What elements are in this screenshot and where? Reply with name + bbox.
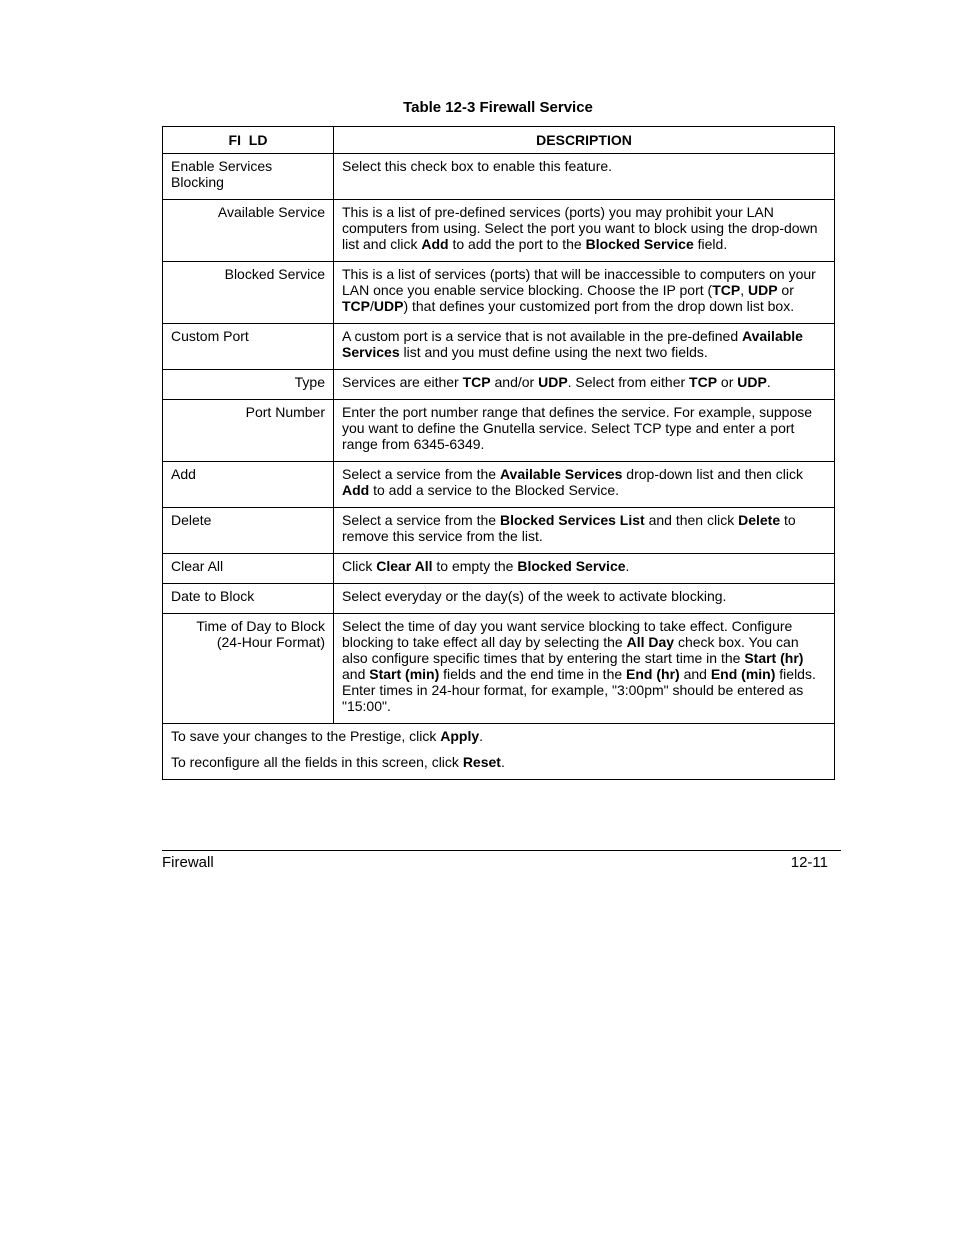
text-run: . — [500, 754, 505, 770]
field-column-header: FI LD — [163, 127, 334, 154]
bold-term: End (hr) — [626, 666, 680, 682]
field-cell: Blocked Service — [163, 262, 334, 324]
bold-term: Start (min) — [369, 666, 440, 682]
text-run: drop-down list and then click — [622, 466, 803, 482]
table-row — [163, 370, 835, 400]
description-cell — [334, 400, 835, 462]
description-column-header: DESCRIPTION — [334, 127, 835, 154]
bold-term: All Day — [626, 634, 675, 650]
text-run: Select a service from the — [342, 512, 500, 528]
text-run: . — [625, 558, 630, 574]
text-run: fields. Enter times in 24-hour format, for example, "3:00pm" should be entered as "15:00". — [342, 666, 816, 714]
bold-term: Blocked Service — [517, 558, 626, 574]
description-cell — [334, 370, 835, 400]
table-row — [163, 324, 835, 370]
bold-term: Add — [421, 236, 449, 252]
text-run: and/or — [490, 374, 539, 390]
table-row — [163, 614, 835, 724]
description-cell — [334, 614, 835, 724]
description-cell — [334, 462, 835, 508]
text-run: to add the port to the — [448, 236, 586, 252]
text-run: field. — [693, 236, 728, 252]
bold-term: UDP — [538, 374, 568, 390]
text-run: , — [740, 282, 748, 298]
text-run: This is a list of services (ports) that will be inaccessible to computers on your LAN once you enable service blocking. Choose the IP port ( — [342, 266, 816, 298]
bold-term: Clear All — [376, 558, 433, 574]
text-run: Enter the port number range that defines the service. For example, suppose you want to define the Gnutella service. Select TCP type and enter a port range from 6345-6349. — [342, 404, 813, 452]
bold-term: TCP — [342, 298, 370, 314]
firewall-service-table — [162, 126, 835, 780]
text-run: Select a service from the — [342, 466, 500, 482]
bold-term: Delete — [738, 512, 781, 528]
footer-note — [171, 754, 826, 770]
text-run: To save your changes to the Prestige, click — [171, 728, 441, 744]
text-run: / — [370, 298, 374, 314]
text-run: Select this check box to enable this feature. — [342, 158, 613, 174]
bold-term: UDP — [373, 298, 404, 314]
field-cell: Date to Block — [163, 584, 334, 614]
bold-term: UDP — [737, 374, 767, 390]
footer-note-cell — [163, 724, 835, 780]
text-run: ) that defines your customized port from the drop down list box. — [403, 298, 795, 314]
text-run: A custom port is a service that is not available in the pre-defined — [342, 328, 742, 344]
field-cell: Type — [163, 370, 334, 400]
description-cell — [334, 508, 835, 554]
field-cell: Time of Day to Block (24-Hour Format) — [163, 614, 334, 724]
text-run: and — [342, 666, 370, 682]
field-cell: Delete — [163, 508, 334, 554]
table-header-row — [163, 127, 835, 154]
field-cell: Enable Services Blocking — [163, 154, 334, 200]
bold-term: Blocked Service — [585, 236, 694, 252]
text-run: To reconfigure all the fields in this screen, click — [171, 754, 463, 770]
text-run: This is a list of pre-defined services (ports) you may prohibit your LAN computers from using. Select the port you want to block using the drop-down list and click — [342, 204, 818, 252]
text-run: and — [679, 666, 711, 682]
text-run: Select everyday or the day(s) of the week to activate blocking. — [342, 588, 727, 604]
table-footer-row — [163, 724, 835, 780]
bold-term: TCP — [462, 374, 491, 390]
field-cell: Clear All — [163, 554, 334, 584]
bold-term: Start (hr) — [744, 650, 804, 666]
field-cell: Available Service — [163, 200, 334, 262]
text-run: and then click — [644, 512, 739, 528]
text-run: to remove this service from the list. — [342, 512, 796, 544]
bold-term: Available Services — [499, 466, 623, 482]
field-cell: Port Number — [163, 400, 334, 462]
table-row — [163, 554, 835, 584]
text-run: Select the time of day you want service blocking to take effect. Configure blocking to take effect all day by selecting the — [342, 618, 793, 650]
text-run: Services are either — [342, 374, 463, 390]
text-run: fields and the end time in the — [439, 666, 627, 682]
bold-term: TCP — [712, 282, 741, 298]
text-run: Click — [342, 558, 377, 574]
description-cell — [334, 584, 835, 614]
text-run: . — [479, 728, 484, 744]
footer-section-name: Firewall — [162, 854, 214, 871]
description-cell — [334, 262, 835, 324]
footer-note — [171, 728, 826, 744]
text-run: . — [766, 374, 771, 390]
field-cell: Custom Port — [163, 324, 334, 370]
text-run: or — [777, 282, 794, 298]
bold-term: Add — [342, 482, 370, 498]
bold-term: End (min) — [710, 666, 776, 682]
table-row — [163, 400, 835, 462]
table-row — [163, 200, 835, 262]
field-cell: Add — [163, 462, 334, 508]
table-body — [163, 154, 835, 780]
footer-page-number: 12-11 — [790, 854, 828, 871]
text-run: . Select from either — [567, 374, 690, 390]
text-run: to empty the — [432, 558, 518, 574]
description-cell — [334, 200, 835, 262]
description-cell — [334, 154, 835, 200]
bold-term: Available Services — [342, 328, 803, 360]
footer-rule — [162, 850, 841, 851]
description-cell — [334, 554, 835, 584]
table-row — [163, 508, 835, 554]
bold-term: Blocked Services List — [499, 512, 645, 528]
text-run: to add a service to the Blocked Service. — [369, 482, 620, 498]
bold-term: TCP — [689, 374, 718, 390]
text-run: check box. You can also configure specific times that by entering the start time in the — [342, 634, 799, 666]
text-run: list and you must define using the next two fields. — [399, 344, 708, 360]
table-row — [163, 262, 835, 324]
table-row — [163, 154, 835, 200]
text-run: or — [717, 374, 738, 390]
bold-term: Apply — [440, 728, 480, 744]
table-row — [163, 584, 835, 614]
bold-term: UDP — [747, 282, 778, 298]
description-cell — [334, 324, 835, 370]
bold-term: Reset — [462, 754, 501, 770]
table-caption: Table 12-3 Firewall Service — [403, 99, 593, 116]
table-row — [163, 462, 835, 508]
